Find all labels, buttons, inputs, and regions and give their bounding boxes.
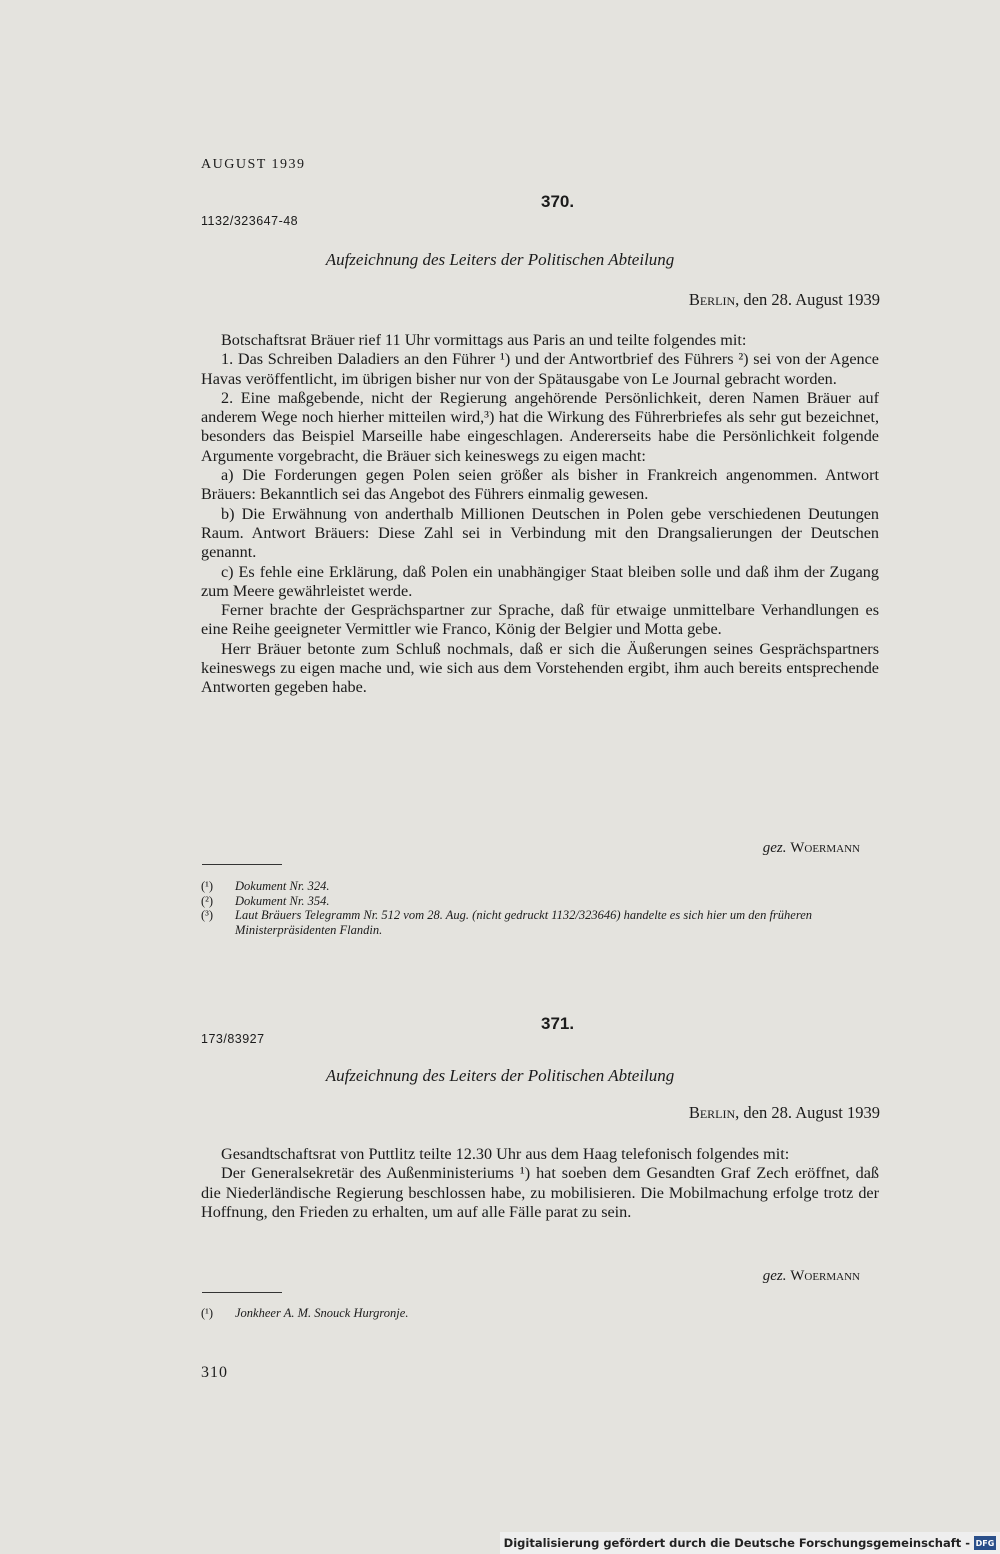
- signature-prefix: gez.: [762, 840, 791, 856]
- paragraph: Herr Bräuer betonte zum Schluß nochmals, daß er sich die Äußerungen seines Gesprächspartners keineswegs zu eigen mache und, wie sich aus dem Vorstehenden ergibt, ihm auch bereits entsprechende Antworten gegeben habe.: [201, 639, 879, 697]
- dateline-place: Berlin: [688, 290, 736, 309]
- footnote: [201, 894, 881, 909]
- document-number: 371.: [541, 1014, 575, 1033]
- footnote: [201, 879, 881, 894]
- footnote-text: Dokument Nr. 324.: [235, 879, 330, 893]
- paragraph: 1. Das Schreiben Daladiers an den Führer ¹) und der Antwortbrief des Führers ²) sei von der Agence Havas veröffentlicht, im übrigen bisher nur von der Spätausgabe von Le Journal gebracht worden.: [201, 350, 879, 388]
- signature-name: Woermann: [790, 840, 860, 856]
- dateline: [689, 290, 880, 310]
- footnote-mark: (²): [201, 893, 214, 908]
- footnote-mark: (¹): [201, 1306, 214, 1320]
- file-reference: 173/83927: [201, 1032, 265, 1046]
- paragraph: b) Die Erwähnung von anderthalb Millionen Deutschen in Polen gebe verschiedenen Deutungen Raum. Antwort Bräuers: Diese Zahl sei in Verbindung mit den Drangsalierungen der Deutschen genannt.: [201, 504, 879, 562]
- dateline-date: , den 28. August 1939: [735, 1103, 880, 1122]
- paragraph: Der Generalsekretär des Außenministeriums ¹) hat soeben dem Gesandten Graf Zech eröffnet, daß die Niederländische Regierung beschlossen habe, zu mobilisieren. Die Mobilmachung erfolge trotz der Hoffnung, den Frieden zu erhalten, um auf alle Fälle parat zu sein.: [201, 1164, 879, 1221]
- paragraph: Botschaftsrat Bräuer rief 11 Uhr vormittags aus Paris an und teilte folgendes mit:: [221, 331, 747, 349]
- footer-text: Digitalisierung gefördert durch die Deutsche Forschungsgemeinschaft -: [503, 1536, 970, 1550]
- footnote-text: Dokument Nr. 354.: [235, 893, 330, 908]
- footnote: [201, 908, 881, 937]
- footnote-text: Jonkheer A. M. Snouck Hurgronje.: [235, 1306, 409, 1320]
- footnote-mark: (¹): [201, 879, 214, 893]
- footnote-rule: [202, 1292, 282, 1293]
- footnote-mark: (³): [201, 908, 214, 922]
- running-header: AUGUST 1939: [201, 157, 306, 172]
- document-number: 370.: [541, 192, 575, 211]
- footnote: [201, 1306, 881, 1321]
- paragraph: a) Die Forderungen gegen Polen seien größer als bisher in Frankreich angenommen. Antwort Bräuers: Bekanntlich sei das Angebot des Führers einmalig gewesen.: [201, 466, 879, 504]
- page-number: 310: [201, 1364, 228, 1381]
- document-heading: Aufzeichnung des Leiters der Politischen Abteilung: [325, 250, 675, 269]
- document-body: [201, 331, 879, 698]
- document-body: [201, 1145, 879, 1222]
- signature: [763, 1268, 860, 1285]
- dateline-date: , den 28. August 1939: [735, 290, 880, 309]
- dateline: [689, 1103, 880, 1123]
- footnotes: [201, 1306, 881, 1321]
- signature-name: Woermann: [790, 1268, 860, 1284]
- footnotes: [201, 879, 881, 937]
- footnote-rule: [202, 864, 282, 865]
- paragraph: Ferner brachte der Gesprächspartner zur Sprache, daß für etwaige unmittelbare Verhandlungen es eine Reihe geeigneter Vermittler wie Franco, König der Belgier und Motta gebe.: [201, 601, 879, 639]
- dateline-place: Berlin: [688, 1103, 736, 1122]
- dfg-logo: DFG: [974, 1536, 996, 1550]
- paragraph: 2. Eine maßgebende, nicht der Regierung angehörende Persönlichkeit, deren Namen Bräuer auf anderem Wege noch hierher mitteilen wird,³) hat die Wirkung des Führerbriefes als sehr gut bezeichnet, besonders das Beispiel Marseille habe eingeschlagen. Andererseits habe die Persönlichkeit folgende Argumente vorgebracht, die Bräuer sich keineswegs zu eigen macht:: [201, 388, 879, 465]
- paragraph: Gesandtschaftsrat von Puttlitz teilte 12.30 Uhr aus dem Haag telefonisch folgendes mit:: [221, 1145, 790, 1163]
- signature: [763, 840, 860, 857]
- paragraph: c) Es fehle eine Erklärung, daß Polen ein unabhängiger Staat bleiben solle und daß ihm der Zugang zum Meere gewährleistet werde.: [201, 562, 879, 600]
- file-reference: 1132/323647-48: [201, 214, 299, 228]
- digitization-footer: [500, 1532, 1000, 1554]
- footnote-text: Laut Bräuers Telegramm Nr. 512 vom 28. Aug. (nicht gedruckt 1132/323646) handelte es sich hier um den früheren Ministerpräsidenten Flandin.: [235, 908, 813, 937]
- signature-prefix: gez.: [762, 1268, 791, 1284]
- document-heading: Aufzeichnung des Leiters der Politischen Abteilung: [325, 1066, 675, 1085]
